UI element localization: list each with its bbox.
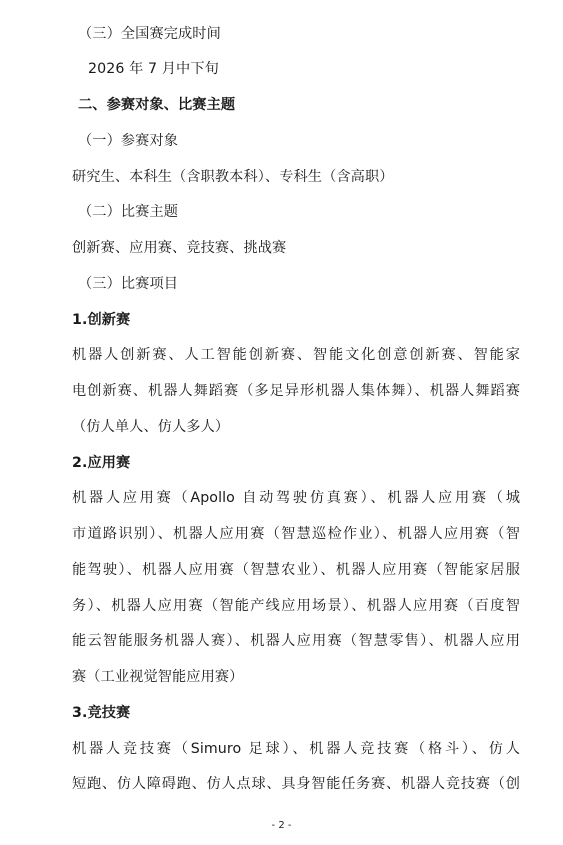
- items-heading: （三）比赛项目: [78, 276, 179, 292]
- competitive-line: 机器人竞技赛（Simuro 足球）、机器人竞技赛（格斗）、仿人: [72, 741, 520, 757]
- competitive-heading: 3.竞技赛: [72, 705, 131, 721]
- competitive-line: 短跑、仿人障碍跑、仿人点球、具身智能任务赛、机器人竞技赛（创: [72, 776, 520, 792]
- innovation-line: （仿人单人、仿人多人）: [72, 419, 230, 435]
- innovation-heading: 1.创新赛: [72, 312, 131, 328]
- application-line: 务）、机器人应用赛（智能产线应用场景）、机器人应用赛（百度智: [72, 598, 520, 614]
- themes-heading: （二）比赛主题: [78, 204, 179, 220]
- application-line: 市道路识别）、机器人应用赛（智慧巡检作业）、机器人应用赛（智: [72, 526, 520, 542]
- innovation-line: 电创新赛、机器人舞蹈赛（多足异形机器人集体舞）、机器人舞蹈赛: [72, 383, 520, 399]
- application-heading: 2.应用赛: [72, 455, 131, 471]
- application-line: 能驾驶）、机器人应用赛（智慧农业）、机器人应用赛（智能家居服: [72, 562, 520, 578]
- participants-heading: （一）参赛对象: [78, 133, 179, 149]
- participants-text: 研究生、本科生（含职教本科）、专科生（含高职）: [72, 169, 394, 185]
- application-line: 赛（工业视觉智能应用赛）: [72, 669, 244, 685]
- page-number: - 2 -: [271, 820, 292, 831]
- themes-text: 创新赛、应用赛、竞技赛、挑战赛: [72, 240, 287, 256]
- completion-time-heading: （三）全国赛完成时间: [78, 26, 221, 42]
- application-line: 能云智能服务机器人赛）、机器人应用赛（智慧零售）、机器人应用: [72, 633, 520, 649]
- part-two-heading: 二、参赛对象、比赛主题: [78, 97, 236, 113]
- completion-time-value: 2026 年 7 月中下旬: [88, 61, 219, 77]
- application-line: 机器人应用赛（Apollo 自动驾驶仿真赛）、机器人应用赛（城: [72, 490, 520, 506]
- innovation-line: 机器人创新赛、人工智能创新赛、智能文化创意创新赛、智能家: [72, 347, 520, 363]
